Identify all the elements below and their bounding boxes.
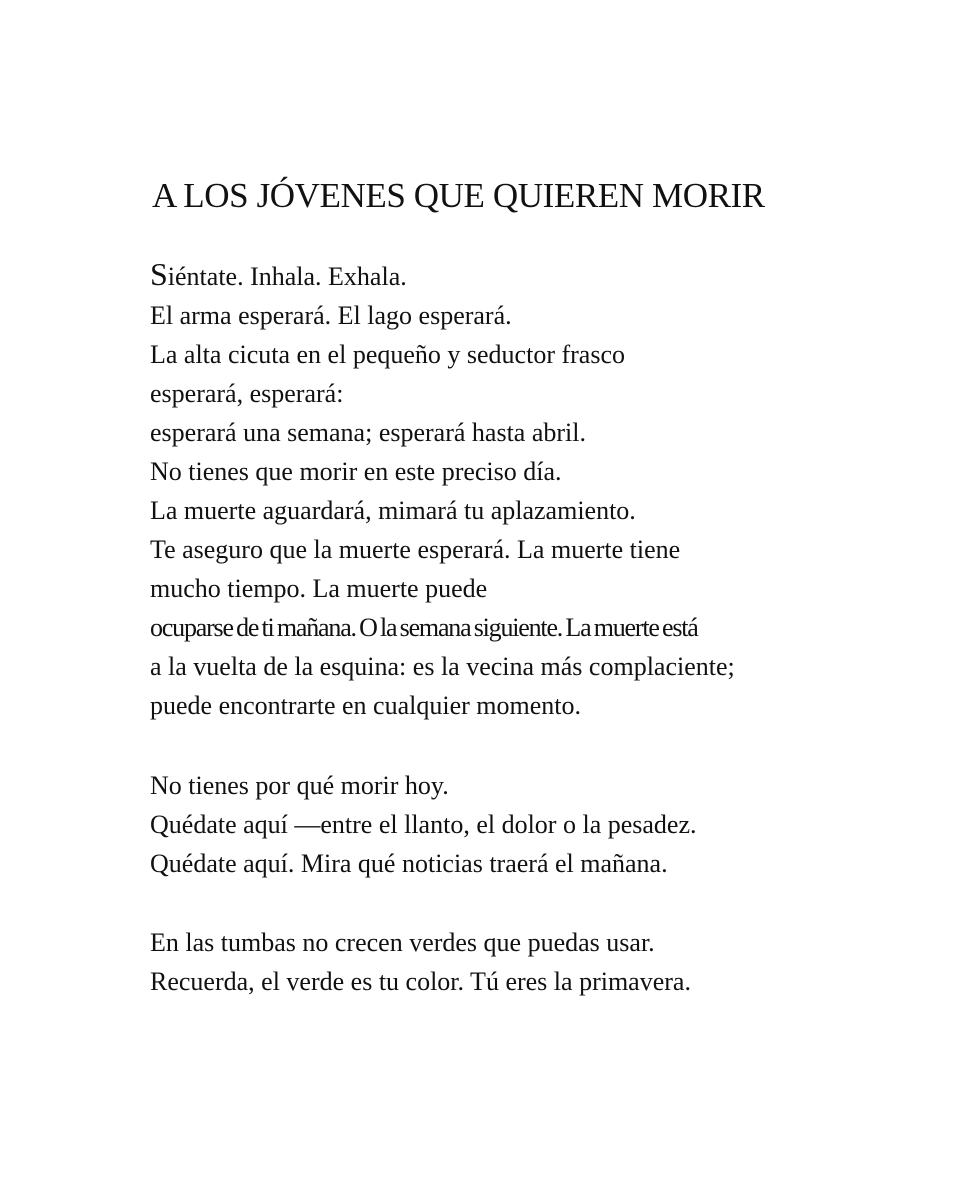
poem-line: ocuparse de ti mañana. O la semana siguiente. La muerte está [150,613,698,642]
drop-cap-letter: S [150,256,168,292]
poem-line: Quédate aquí —entre el llanto, el dolor o la pesadez. [150,810,697,839]
poem-line: No tienes que morir en este preciso día. [150,457,562,486]
poem-line: Recuerda, el verde es tu color. Tú eres la primavera. [150,967,691,996]
stanza-2 [150,766,850,883]
poem-line: puede encontrarte en cualquier momento. [150,691,581,720]
poem-line: El arma esperará. El lago esperará. [150,301,512,330]
poem-line: No tienes por qué morir hoy. [150,771,449,800]
stanza-1 [150,255,850,725]
poem-line: esperará una semana; esperará hasta abril. [150,418,586,447]
first-line-text: iéntate. Inhala. Exhala. [167,262,407,291]
poem-line: Quédate aquí. Mira qué noticias traerá el mañana. [150,849,668,878]
stanza-3 [150,923,850,1001]
poem-line: esperará, esperará: [150,379,344,408]
poem-line: La muerte aguardará, mimará tu aplazamiento. [150,496,636,525]
poem-line: Te aseguro que la muerte esperará. La muerte tiene [150,535,681,564]
poem-line: La alta cicuta en el pequeño y seductor frasco [150,340,625,369]
poem-line: a la vuelta de la esquina: es la vecina más complaciente; [150,652,735,681]
poem-title: A LOS JÓVENES QUE QUIEREN MORIR [152,176,765,215]
poem-line [150,255,850,296]
poem-line: mucho tiempo. La muerte puede [150,574,488,603]
poem-line: En las tumbas no crecen verdes que puedas usar. [150,928,655,957]
